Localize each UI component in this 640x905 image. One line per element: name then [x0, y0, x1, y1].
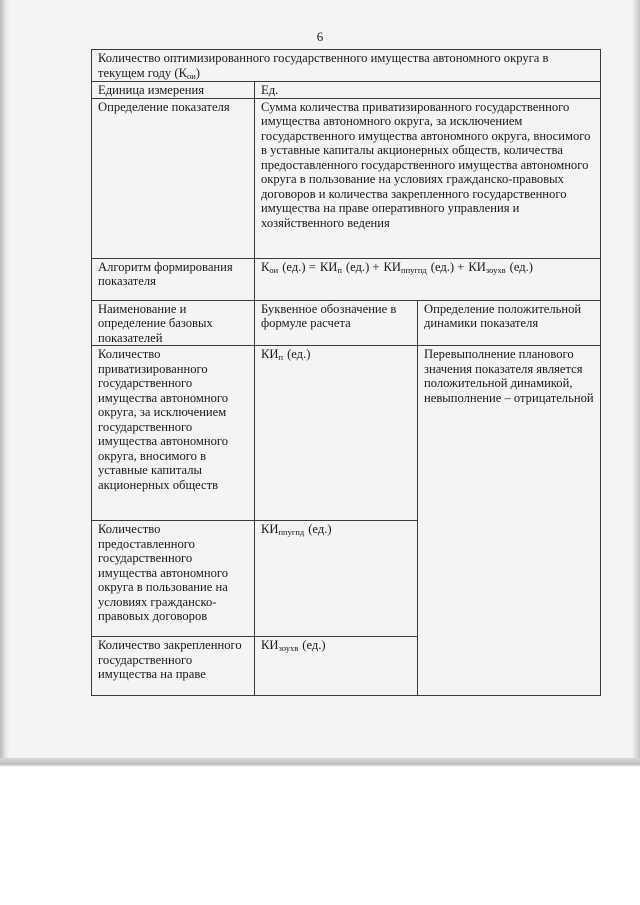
positive-dynamics-text: Перевыполнение планового значения показателя является положительной динамикой, невыполнение – отрицательной	[418, 346, 601, 696]
unit-label: Единица измерения	[92, 82, 255, 99]
header-base-indicators: Наименование и определение базовых показателей	[92, 300, 255, 346]
scan-edge	[0, 758, 640, 767]
base-indicator-name: Количество предоставленного государственного имущества автономного округа в пользование на условиях гражданско-правовых договоров	[92, 521, 255, 637]
definition-row	[92, 98, 601, 258]
base-indicator-symbol: $КИ_п$ (ед.)	[255, 346, 418, 521]
algorithm-formula: $К_{ои}$ $(ед.) = КИ_п$ $(ед.) + КИ_{ппугпд}$ $(ед.) + КИ_{зоухв}$ (ед.)	[255, 258, 601, 300]
page-number: 6	[316, 29, 324, 44]
unit-row	[92, 82, 601, 99]
indicator-table	[91, 49, 601, 696]
header-row	[92, 300, 601, 346]
unit-value: Ед.	[255, 82, 601, 99]
base-indicator-name: Количество закрепленного государственного имущества на праве	[92, 637, 255, 696]
definition-label: Определение показателя	[92, 98, 255, 258]
header-positive-dynamics: Определение положительной динамики показателя	[418, 300, 601, 346]
algorithm-row	[92, 258, 601, 300]
base-indicator-name: Количество приватизированного государственного имущества автономного округа, за исключением государственного имущества автономного округа, вносимого в уставные капиталы акционерных обществ	[92, 346, 255, 521]
base-indicator-symbol: $КИ_{ппугпд}$ (ед.)	[255, 521, 418, 637]
header-letter-symbol: Буквенное обозначение в формуле расчета	[255, 300, 418, 346]
table-row	[92, 346, 601, 521]
algorithm-label: Алгоритм формирования показателя	[92, 258, 255, 300]
title-row	[92, 50, 601, 82]
base-indicator-symbol: $КИ_{зоухв}$ (ед.)	[255, 637, 418, 696]
indicator-title: Количество оптимизированного государственного имущества автономного округа в текущем году $(К_{ои})$	[92, 50, 601, 82]
definition-text: Сумма количества приватизированного государственного имущества автономного округа, за исключением государственного имущества автономного округа, вносимого в уставные капиталы акционерных обществ, количества предоставленного государственного имущества автономного округа в пользование на условиях гражданско-правовых договоров и количества закрепленного государственного имущества на праве оперативного управления и хозяйственного ведения	[255, 98, 601, 258]
